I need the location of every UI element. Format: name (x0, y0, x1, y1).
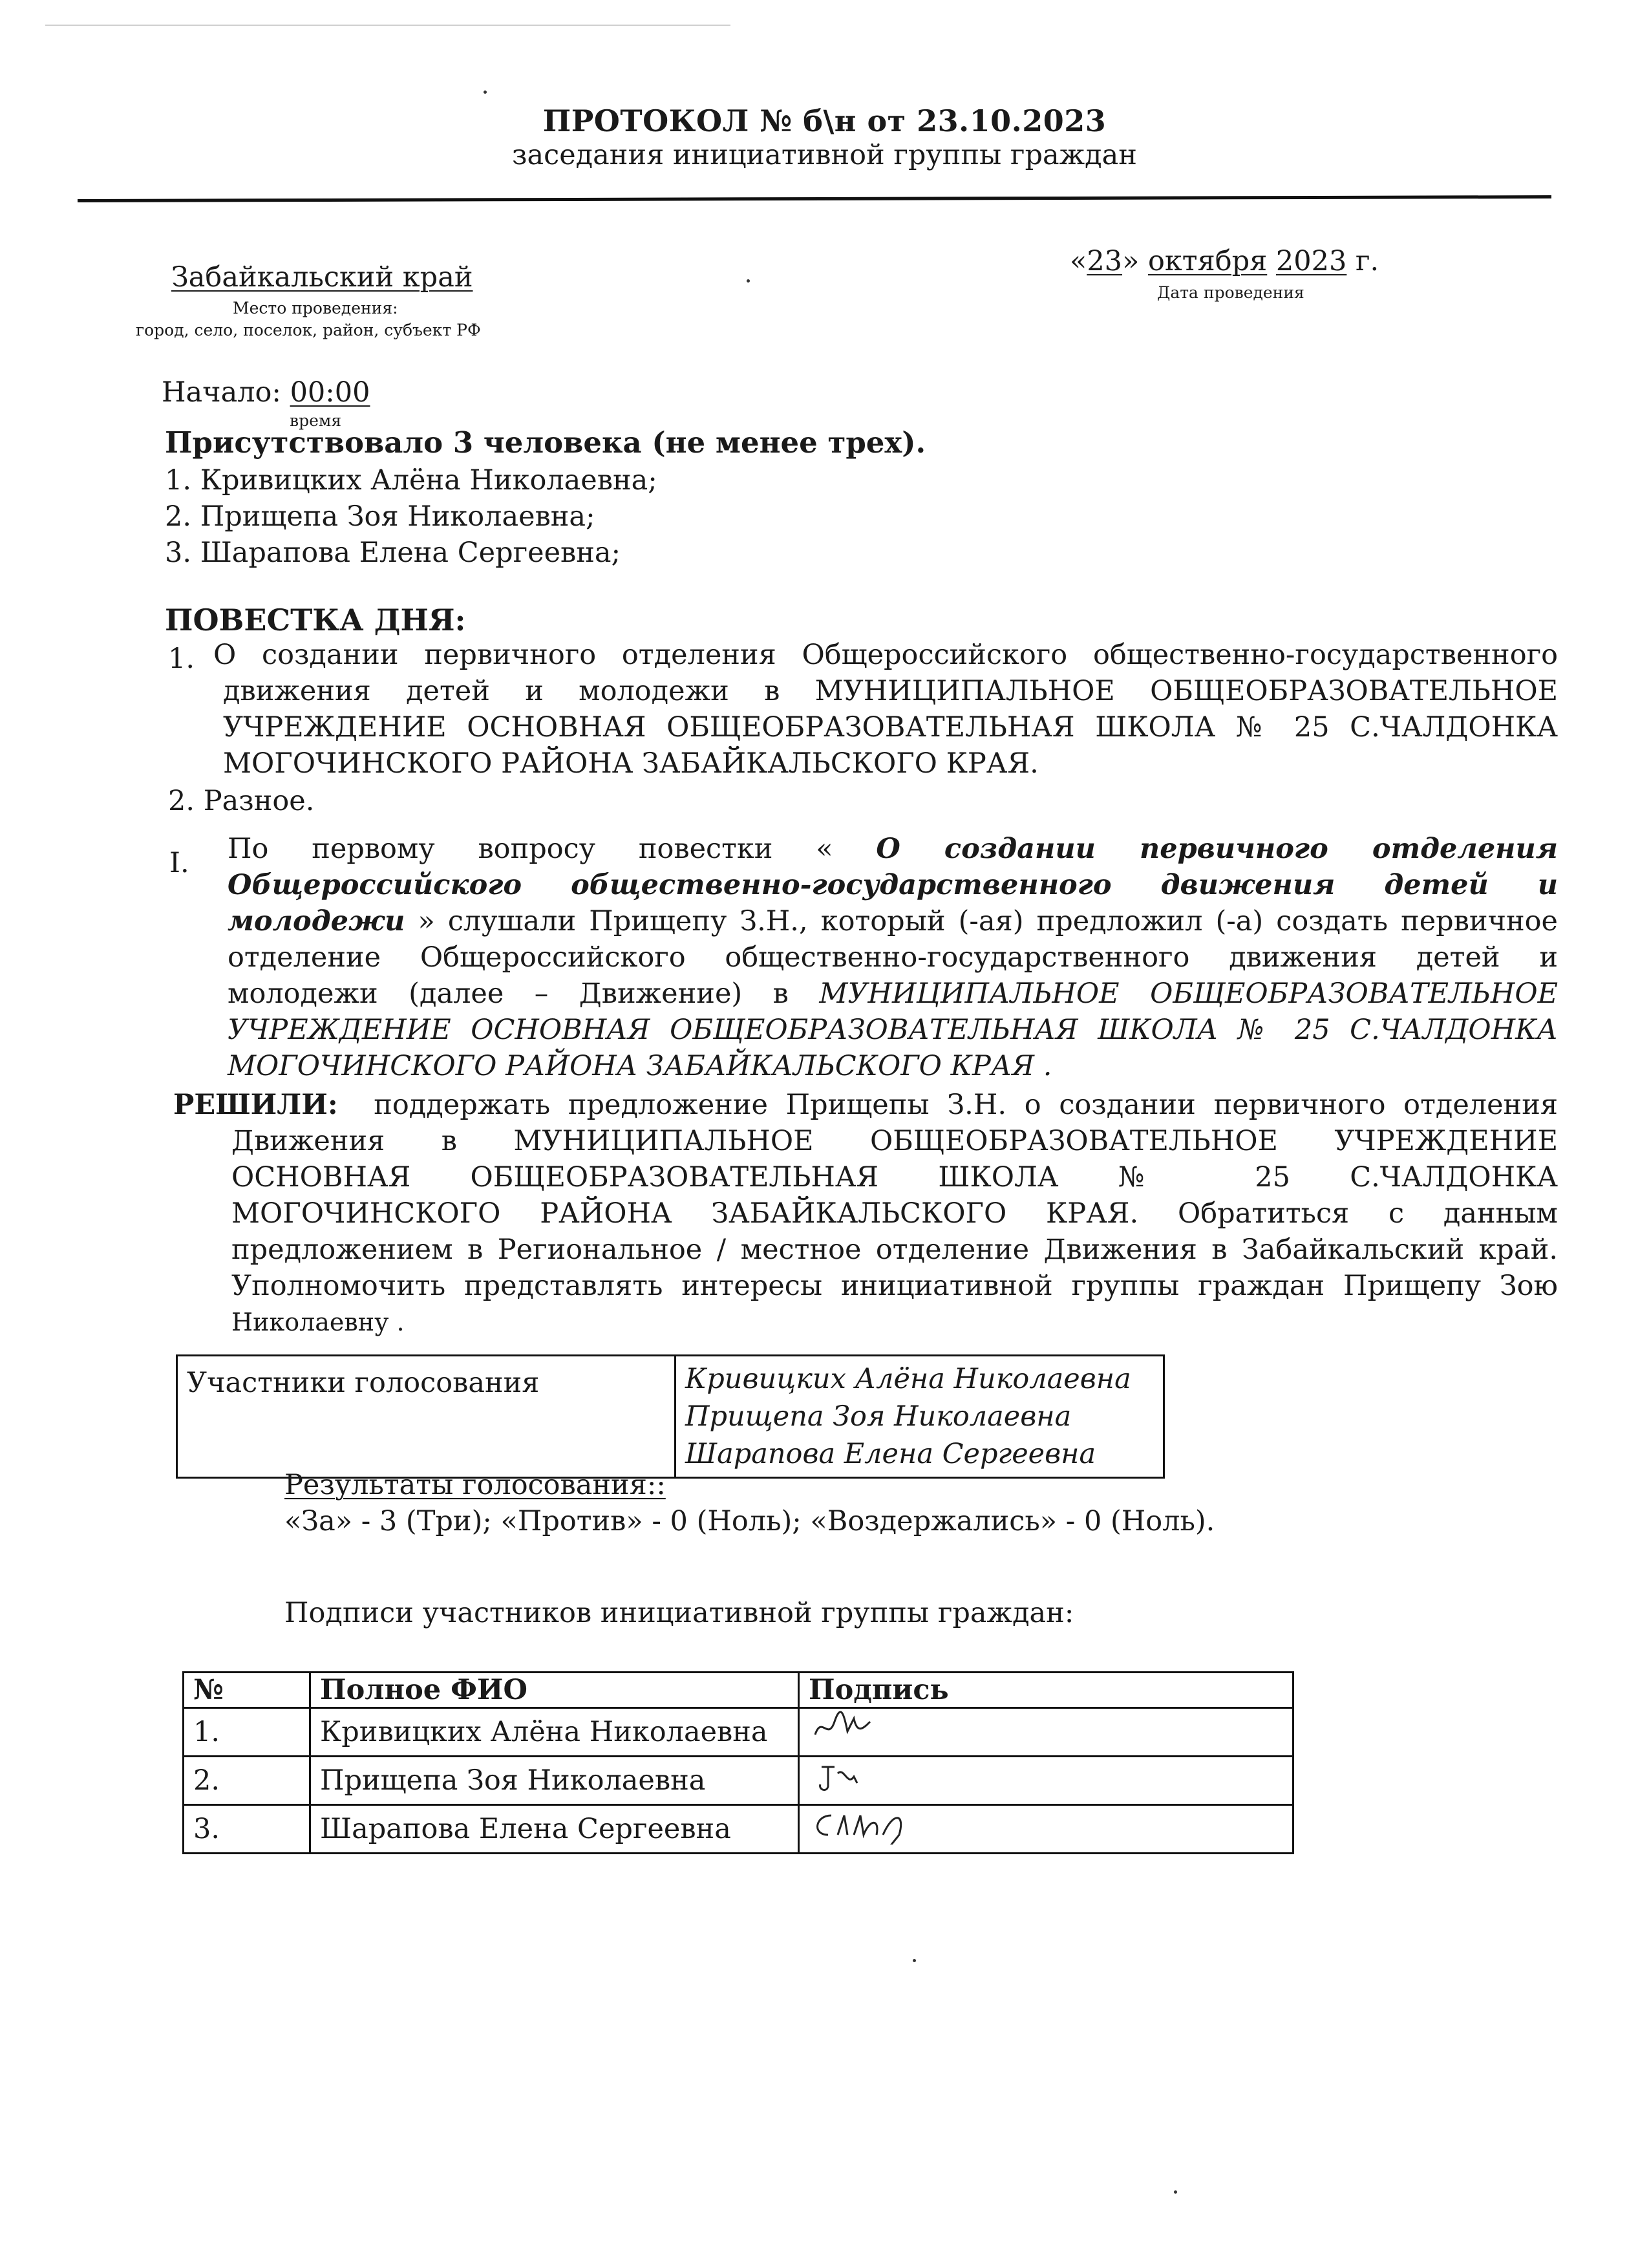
meeting-place-caption-2: город, село, поселок, район, субъект РФ (136, 321, 481, 339)
handwritten-signature-icon (809, 1757, 899, 1796)
scan-speck (484, 91, 487, 94)
decision-label: РЕШИЛИ: (173, 1089, 338, 1121)
section-1-number: I. (169, 847, 189, 879)
handwritten-signature-icon (809, 1709, 899, 1748)
signature-cell (799, 1805, 1293, 1854)
decision-line-6: Уполномочить представлять интересы инициативной группы граждан Прищепу Зою (231, 1270, 1558, 1302)
date-month: октября (1148, 245, 1268, 277)
meeting-date (1070, 242, 1379, 280)
date-year: 2023 (1275, 245, 1347, 277)
start-time-value: 00:00 (290, 376, 370, 409)
section-1-line-6: УЧРЕЖДЕНИЕ ОСНОВНАЯ ОБЩЕОБРАЗОВАТЕЛЬНАЯ ШКОЛА № 25 С.ЧАЛДОНКА (228, 1014, 1558, 1046)
voting-table (176, 1354, 1165, 1479)
section-1-line-5-b: МУНИЦИПАЛЬНОЕ ОБЩЕОБРАЗОВАТЕЛЬНОЕ (819, 978, 1559, 1010)
agenda-item-1-line-1: О создании первичного отделения Общероссийского общественно-государственного (213, 639, 1558, 671)
decision-line-7: Николаевну . (231, 1308, 405, 1336)
signatures-header-row (184, 1673, 1293, 1708)
scan-speck (913, 1959, 916, 1962)
voting-results-text: «За» - 3 (Три); «Против» - 0 (Ноль); «Воздержались» - 0 (Ноль). (284, 1505, 1215, 1537)
signatures-heading: Подписи участников инициативной группы граждан: (284, 1597, 1074, 1629)
meeting-date-caption: Дата проведения (1157, 283, 1304, 302)
table-row (184, 1757, 1293, 1805)
signature-cell (799, 1757, 1293, 1805)
row-name: Шарапова Елена Сергеевна (310, 1805, 799, 1854)
date-day: 23 (1087, 245, 1123, 277)
signature-cell (799, 1708, 1293, 1757)
column-header-number: № (184, 1673, 310, 1708)
start-time (162, 374, 370, 411)
row-number: 3. (184, 1805, 310, 1854)
row-name: Кривицких Алёна Николаевна (310, 1708, 799, 1757)
section-1-line-5 (228, 975, 1558, 1012)
section-1-line-1 (228, 830, 1558, 868)
section-1-line-7: МОГОЧИНСКОГО РАЙОНА ЗАБАЙКАЛЬСКОГО КРАЯ . (228, 1050, 1052, 1082)
start-time-caption: время (290, 411, 342, 430)
agenda-heading: ПОВЕСТКА ДНЯ: (165, 603, 466, 637)
handwritten-signature-icon (809, 1806, 977, 1845)
scan-top-line (45, 25, 730, 26)
attendee-2: 2. Прищепа Зоя Николаевна; (165, 500, 595, 533)
agenda-item-1-number: 1. (168, 643, 195, 675)
meeting-place-caption: Место проведения: (233, 299, 398, 317)
voting-results-heading: Результаты голосования:: (284, 1469, 666, 1501)
row-number: 2. (184, 1757, 310, 1805)
section-1-line-1-a: По первому вопросу повестки « (228, 833, 833, 865)
section-1-line-5-a: молодежи (далее – Движение) в (228, 978, 820, 1010)
section-1-line-4: отделение Общероссийского общественно-государственного движения детей и (228, 941, 1558, 974)
decision-line-2: Движения в МУНИЦИПАЛЬНОЕ ОБЩЕОБРАЗОВАТЕЛЬНОЕ УЧРЕЖДЕНИЕ (231, 1125, 1558, 1157)
attendance-heading: Присутствовало 3 человека (не менее трех). (165, 425, 926, 460)
voting-table-label: Участники голосования (187, 1367, 540, 1399)
document-title: ПРОТОКОЛ № б\н от 23.10.2023 (542, 103, 1107, 138)
date-suffix: г. (1356, 245, 1379, 277)
date-quote-open: « (1070, 245, 1087, 277)
section-1-line-1-b: О создании первичного отделения (876, 833, 1559, 865)
agenda-item-2: 2. Разное. (168, 785, 315, 817)
section-1-line-2: Общероссийского общественно-государственного движения детей и (228, 869, 1558, 901)
row-name: Прищепа Зоя Николаевна (310, 1757, 799, 1805)
voting-table-label-cell (177, 1356, 676, 1478)
column-header-name: Полное ФИО (310, 1673, 799, 1708)
document-subtitle: заседания инициативной группы граждан (512, 139, 1137, 171)
signatures-table (182, 1671, 1294, 1854)
voting-participant: Прищепа Зоя Николаевна (685, 1400, 1072, 1433)
agenda-item-1-line-2: движения детей и молодежи в МУНИЦИПАЛЬНОЕ ОБЩЕОБРАЗОВАТЕЛЬНОЕ (223, 675, 1558, 707)
decision-line-1 (173, 1086, 1558, 1124)
attendee-1: 1. Кривицких Алёна Николаевна; (165, 464, 657, 497)
section-1-line-3-b: » слушали Прищепу З.Н., который (-ая) предложил (-а) создать первичное (405, 905, 1558, 937)
decision-line-3: ОСНОВНАЯ ОБЩЕОБРАЗОВАТЕЛЬНАЯ ШКОЛА № 25 С.ЧАЛДОНКА (231, 1161, 1558, 1193)
decision-line-5: предложением в Региональное / местное отделение Движения в Забайкальский край. (231, 1234, 1558, 1266)
table-row (184, 1805, 1293, 1854)
decision-line-4: МОГОЧИНСКОГО РАЙОНА ЗАБАЙКАЛЬСКОГО КРАЯ. Обратиться с данным (231, 1197, 1558, 1230)
section-1-line-3-a: молодежи (228, 905, 405, 937)
row-number: 1. (184, 1708, 310, 1757)
voting-participant: Кривицких Алёна Николаевна (685, 1363, 1131, 1395)
header-divider (78, 195, 1551, 202)
scan-speck (1174, 2190, 1177, 2194)
column-header-signature: Подпись (799, 1673, 1293, 1708)
voting-participant: Шарапова Елена Сергеевна (685, 1438, 1096, 1470)
table-row (184, 1708, 1293, 1757)
agenda-item-1-line-4: МОГОЧИНСКОГО РАЙОНА ЗАБАЙКАЛЬСКОГО КРАЯ. (223, 747, 1039, 780)
scan-speck (747, 279, 750, 283)
voting-table-participants-cell (676, 1356, 1164, 1478)
section-1-line-3 (228, 903, 1558, 940)
start-label: Начало: (162, 376, 281, 409)
date-quote-close: » (1122, 245, 1140, 277)
meeting-place: Забайкальский край (171, 261, 473, 294)
attendee-3: 3. Шарапова Елена Сергеевна; (165, 537, 621, 569)
agenda-item-1-line-3: УЧРЕЖДЕНИЕ ОСНОВНАЯ ОБЩЕОБРАЗОВАТЕЛЬНАЯ ШКОЛА № 25 С.ЧАЛДОНКА (223, 711, 1558, 744)
decision-line-1-text: поддержать предложение Прищепы З.Н. о создании первичного отделения (374, 1089, 1558, 1121)
